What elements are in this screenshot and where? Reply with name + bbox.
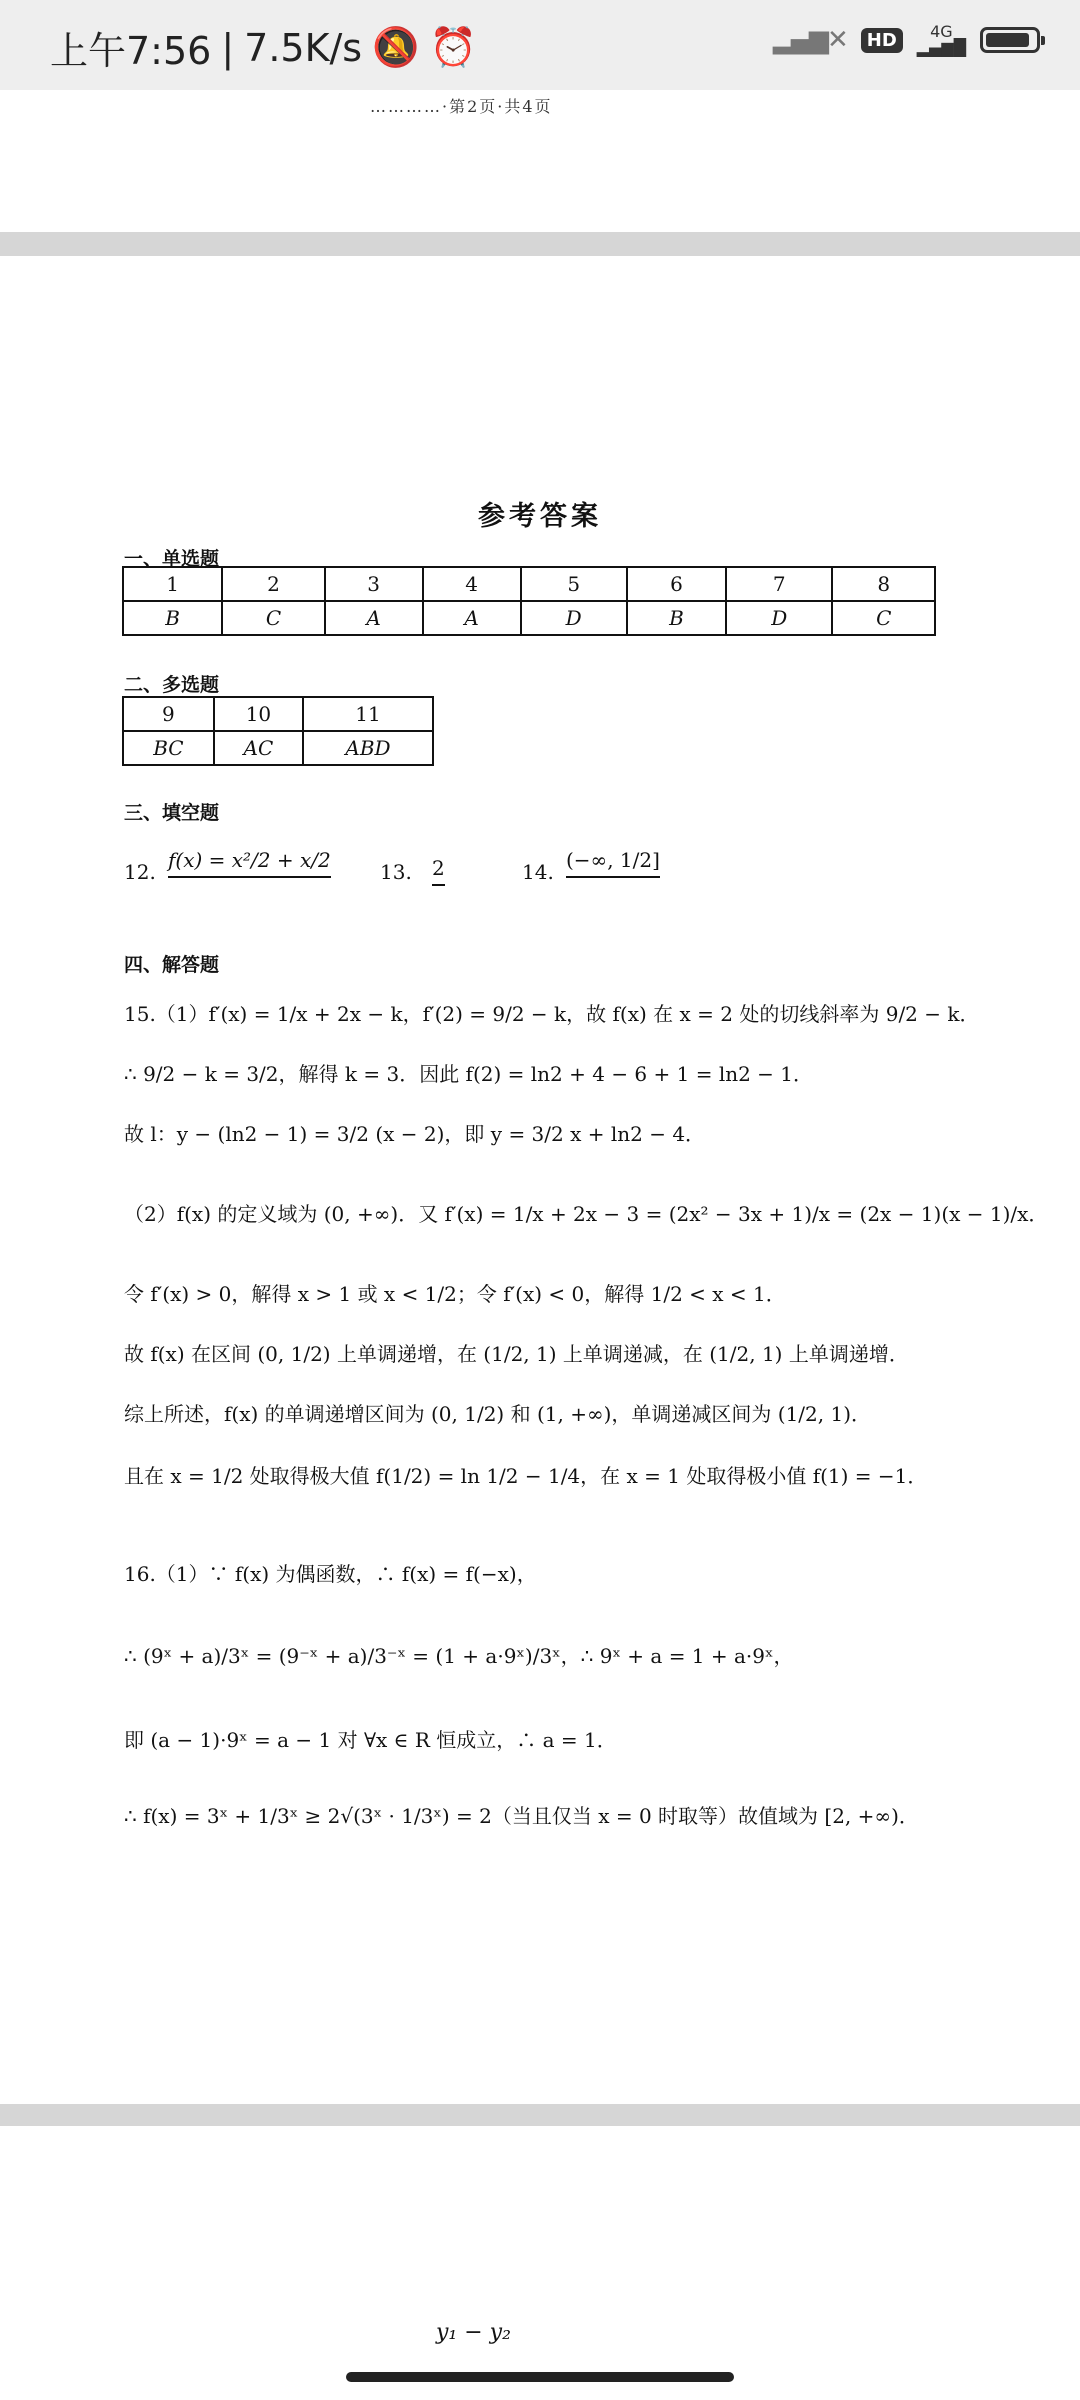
page-gap — [0, 232, 1080, 256]
next-page — [0, 2126, 1080, 2400]
q13-answer: 2 — [432, 856, 445, 886]
table-row — [123, 697, 433, 731]
q12-answer: f(x) = x²/2 + x/2 — [168, 848, 331, 878]
document-title: 参考答案 — [478, 501, 602, 532]
table-cell: AC — [214, 731, 303, 765]
q16-line-1: 16.（1）∵ f(x) 为偶函数，∴ f(x) = f(−x)， — [124, 1562, 537, 1586]
q12-label: 12. — [124, 860, 156, 884]
table-row — [123, 731, 433, 765]
status-left — [50, 20, 477, 75]
bell-muted-icon: 🔕 — [372, 25, 420, 69]
q14-answer: (−∞, 1/2] — [566, 848, 660, 878]
q16-line-2: ∴ (9ˣ + a)/3ˣ = (9⁻ˣ + a)/3⁻ˣ = (1 + a·9ˣ)/3ˣ，∴ 9ˣ + a = 1 + a·9ˣ， — [124, 1644, 794, 1668]
signal-weak-icon: ▂▄▆✕ — [772, 25, 847, 55]
table-cell: B — [627, 601, 726, 635]
table-cell: A — [325, 601, 423, 635]
table-cell: BC — [123, 731, 214, 765]
next-page-fragment: y₁ − y₂ — [436, 2320, 511, 2345]
table-cell: D — [726, 601, 832, 635]
table-cell: 7 — [726, 567, 832, 601]
table-cell: B — [123, 601, 222, 635]
table-row — [123, 601, 935, 635]
single-choice-table — [122, 566, 936, 636]
section-fill-blank: 三、填空题 — [124, 802, 220, 824]
battery-fill — [986, 33, 1029, 47]
network-speed: 7.5K/s — [244, 25, 363, 70]
q13-label: 13. — [380, 860, 412, 884]
q15-line-6: 故 f(x) 在区间 (0, 1/2) 上单调递增，在 (1/2, 1) 上单调递减，在 (1/2, 1) 上单调递增． — [124, 1342, 909, 1366]
table-cell: 6 — [627, 567, 726, 601]
section-single-choice: 一、单选题 — [124, 548, 220, 570]
q15-line-1: 15.（1）f′(x) = 1/x + 2x − k，f′(2) = 9/2 − k，故 f(x) 在 x = 2 处的切线斜率为 9/2 − k． — [124, 1002, 980, 1026]
section-solutions: 四、解答题 — [124, 954, 220, 976]
table-cell: C — [222, 601, 324, 635]
table-cell: 9 — [123, 697, 214, 731]
q15-line-4: （2）f(x) 的定义域为 (0, +∞)．又 f′(x) = 1/x + 2x − 3 = (2x² − 3x + 1)/x = (2x − 1)(x − 1)/x． — [124, 1202, 1049, 1226]
q15-line-8: 且在 x = 1/2 处取得极大值 f(1/2) = ln 1/2 − 1/4，在 x = 1 处取得极小值 f(1) = −1． — [124, 1464, 928, 1488]
table-cell: 5 — [521, 567, 627, 601]
table-cell: 8 — [832, 567, 935, 601]
page-gap — [0, 2104, 1080, 2126]
multi-choice-table — [122, 696, 434, 766]
table-cell: 2 — [222, 567, 324, 601]
clock: 上午7:56 — [50, 29, 212, 73]
divider: | — [221, 25, 235, 70]
table-cell: D — [521, 601, 627, 635]
table-cell: 11 — [303, 697, 433, 731]
table-cell: 10 — [214, 697, 303, 731]
q15-line-7: 综上所述，f(x) 的单调递增区间为 (0, 1/2) 和 (1, +∞)，单调递减区间为 (1/2, 1)． — [124, 1402, 872, 1426]
q14-label: 14. — [522, 860, 554, 884]
table-cell: 3 — [325, 567, 423, 601]
q15-line-5: 令 f′(x) > 0，解得 x > 1 或 x < 1/2；令 f′(x) < 0，解得 1/2 < x < 1． — [124, 1282, 786, 1306]
q15-line-2: ∴ 9/2 − k = 3/2，解得 k = 3．因此 f(2) = ln2 + 4 − 6 + 1 = ln2 − 1． — [124, 1062, 814, 1086]
status-right — [773, 24, 1040, 56]
q16-line-3: 即 (a − 1)·9ˣ = a − 1 对 ∀x ∈ R 恒成立，∴ a = 1． — [124, 1728, 617, 1752]
table-row — [123, 567, 935, 601]
network-type: 4G — [930, 22, 953, 41]
hd-badge: HD — [861, 28, 903, 53]
table-cell: 4 — [423, 567, 521, 601]
section-multi-choice: 二、多选题 — [124, 674, 220, 696]
alarm-icon: ⏰ — [429, 25, 477, 69]
table-cell: ABD — [303, 731, 433, 765]
previous-page-fragment: …………·第2页·共4页 — [370, 97, 553, 116]
table-cell: A — [423, 601, 521, 635]
table-cell: C — [832, 601, 935, 635]
q16-line-4: ∴ f(x) = 3ˣ + 1/3ˣ ≥ 2√(3ˣ · 1/3ˣ) = 2（当且仅当 x = 0 时取等）故值域为 [2, +∞)． — [124, 1804, 919, 1828]
battery-icon — [980, 27, 1040, 53]
q15-line-3: 故 l：y − (ln2 − 1) = 3/2 (x − 2)，即 y = 3/2 x + ln2 − 4． — [124, 1122, 706, 1146]
home-indicator[interactable] — [346, 2372, 734, 2382]
table-cell: 1 — [123, 567, 222, 601]
status-bar — [0, 0, 1080, 90]
previous-page — [0, 90, 1080, 232]
signal-4g-icon: 4G ▂▄▆█ — [916, 22, 966, 57]
